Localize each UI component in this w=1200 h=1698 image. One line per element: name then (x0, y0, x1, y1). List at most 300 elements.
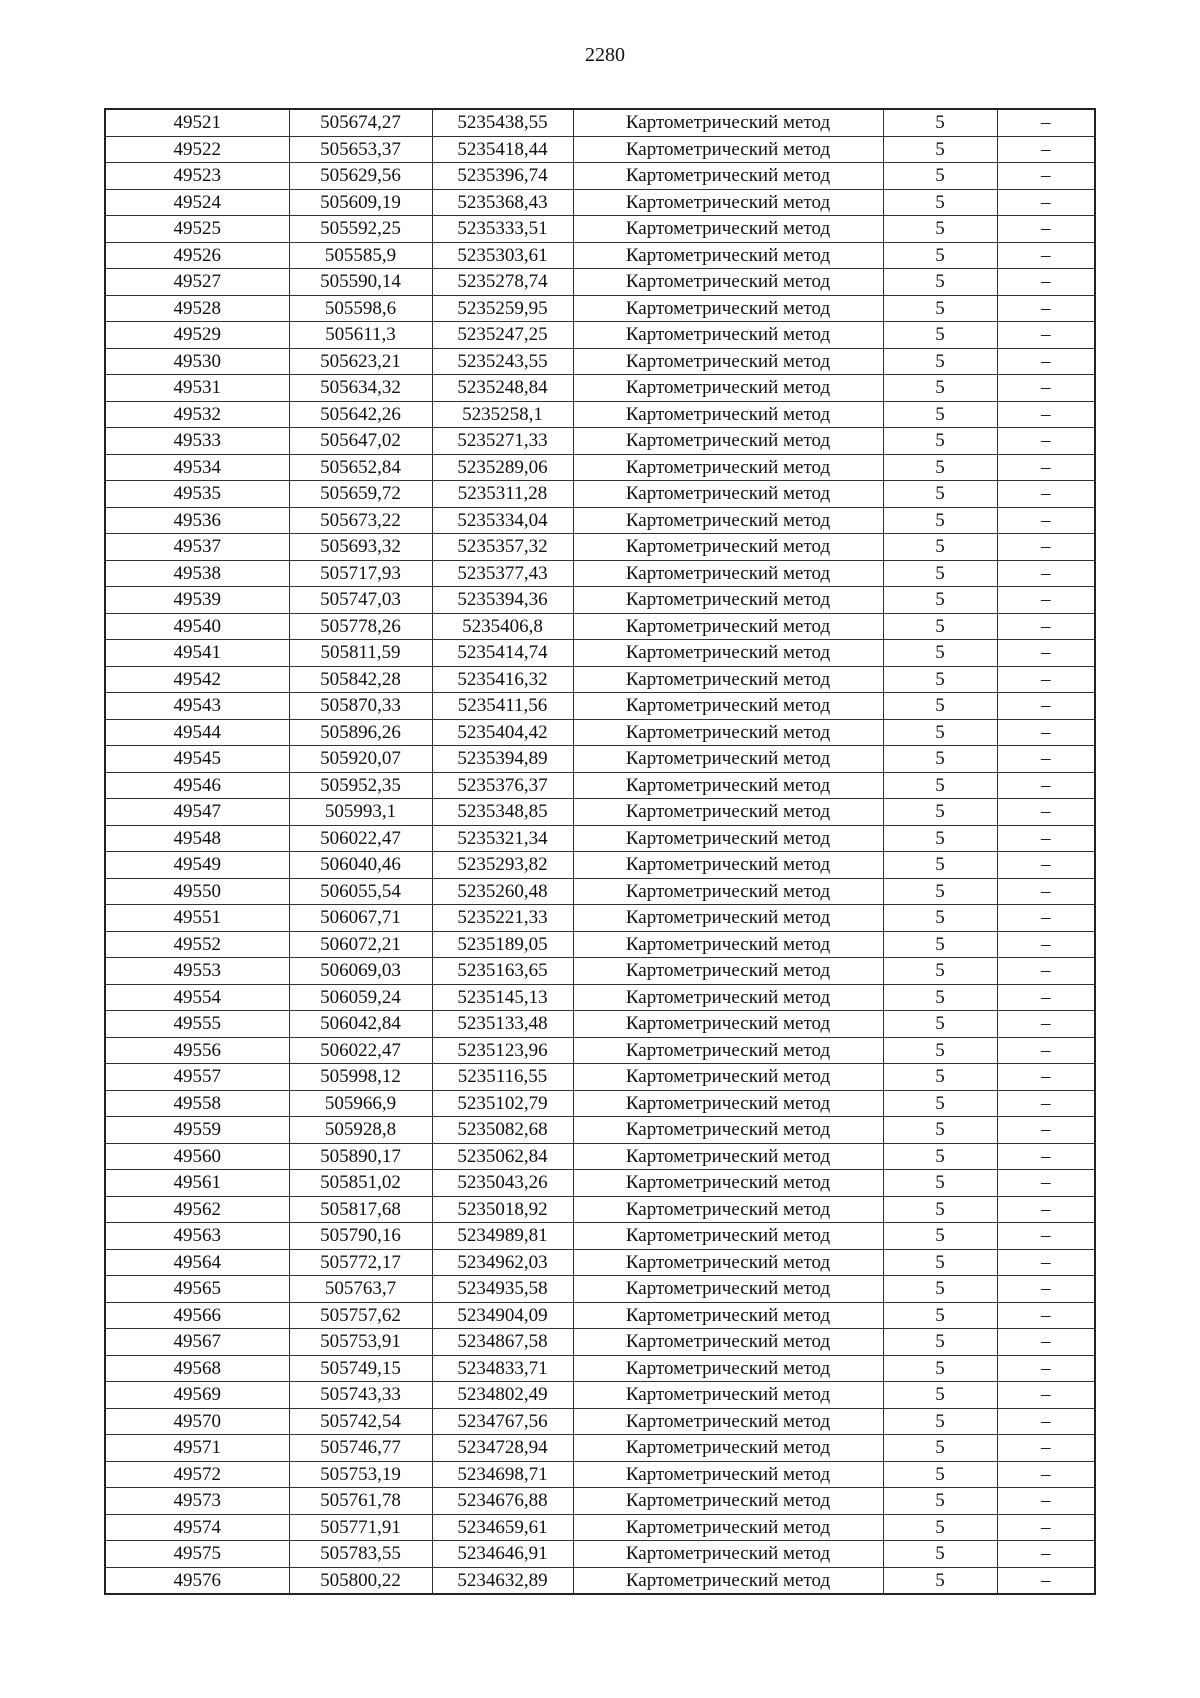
table-row (105, 163, 1095, 190)
accuracy-cell: 5 (883, 666, 997, 693)
point-number-cell: 49524 (105, 189, 289, 216)
y-coordinate-cell: 5235404,42 (432, 719, 573, 746)
point-number-cell: 49532 (105, 401, 289, 428)
method-cell: Картометрический метод (573, 905, 883, 932)
x-coordinate-cell: 506022,47 (289, 825, 432, 852)
x-coordinate-cell: 505790,16 (289, 1223, 432, 1250)
x-coordinate-cell: 505772,17 (289, 1249, 432, 1276)
note-cell: – (997, 1143, 1095, 1170)
point-number-cell: 49562 (105, 1196, 289, 1223)
x-coordinate-cell: 505652,84 (289, 454, 432, 481)
note-cell: – (997, 322, 1095, 349)
x-coordinate-cell: 505783,55 (289, 1541, 432, 1568)
x-coordinate-cell: 505896,26 (289, 719, 432, 746)
x-coordinate-cell: 506069,03 (289, 958, 432, 985)
accuracy-cell: 5 (883, 719, 997, 746)
x-coordinate-cell: 505717,93 (289, 560, 432, 587)
point-number-cell: 49531 (105, 375, 289, 402)
accuracy-cell: 5 (883, 1329, 997, 1356)
note-cell: – (997, 189, 1095, 216)
point-number-cell: 49570 (105, 1408, 289, 1435)
y-coordinate-cell: 5234962,03 (432, 1249, 573, 1276)
note-cell: – (997, 534, 1095, 561)
point-number-cell: 49546 (105, 772, 289, 799)
method-cell: Картометрический метод (573, 507, 883, 534)
y-coordinate-cell: 5235416,32 (432, 666, 573, 693)
point-number-cell: 49574 (105, 1514, 289, 1541)
table-row (105, 295, 1095, 322)
note-cell: – (997, 1223, 1095, 1250)
table-row (105, 1196, 1095, 1223)
table-row (105, 852, 1095, 879)
y-coordinate-cell: 5235418,44 (432, 136, 573, 163)
accuracy-cell: 5 (883, 322, 997, 349)
point-number-cell: 49558 (105, 1090, 289, 1117)
point-number-cell: 49542 (105, 666, 289, 693)
point-number-cell: 49571 (105, 1435, 289, 1462)
y-coordinate-cell: 5235163,65 (432, 958, 573, 985)
note-cell: – (997, 825, 1095, 852)
y-coordinate-cell: 5235377,43 (432, 560, 573, 587)
y-coordinate-cell: 5235145,13 (432, 984, 573, 1011)
accuracy-cell: 5 (883, 375, 997, 402)
y-coordinate-cell: 5235394,89 (432, 746, 573, 773)
table-row (105, 534, 1095, 561)
table-row (105, 1488, 1095, 1515)
method-cell: Картометрический метод (573, 1196, 883, 1223)
note-cell: – (997, 269, 1095, 296)
x-coordinate-cell: 506022,47 (289, 1037, 432, 1064)
y-coordinate-cell: 5235357,32 (432, 534, 573, 561)
y-coordinate-cell: 5235248,84 (432, 375, 573, 402)
method-cell: Картометрический метод (573, 613, 883, 640)
accuracy-cell: 5 (883, 958, 997, 985)
x-coordinate-cell: 505993,1 (289, 799, 432, 826)
method-cell: Картометрический метод (573, 1064, 883, 1091)
y-coordinate-cell: 5234698,71 (432, 1461, 573, 1488)
note-cell: – (997, 1090, 1095, 1117)
accuracy-cell: 5 (883, 163, 997, 190)
y-coordinate-cell: 5235333,51 (432, 216, 573, 243)
method-cell: Картометрический метод (573, 719, 883, 746)
method-cell: Картометрический метод (573, 1329, 883, 1356)
coordinates-table (104, 108, 1096, 1595)
x-coordinate-cell: 505778,26 (289, 613, 432, 640)
table-row (105, 375, 1095, 402)
method-cell: Картометрический метод (573, 1090, 883, 1117)
note-cell: – (997, 136, 1095, 163)
method-cell: Картометрический метод (573, 666, 883, 693)
table-row (105, 772, 1095, 799)
method-cell: Картометрический метод (573, 1037, 883, 1064)
y-coordinate-cell: 5235278,74 (432, 269, 573, 296)
x-coordinate-cell: 505763,7 (289, 1276, 432, 1303)
note-cell: – (997, 163, 1095, 190)
method-cell: Картометрический метод (573, 481, 883, 508)
point-number-cell: 49530 (105, 348, 289, 375)
x-coordinate-cell: 505966,9 (289, 1090, 432, 1117)
point-number-cell: 49563 (105, 1223, 289, 1250)
note-cell: – (997, 1170, 1095, 1197)
note-cell: – (997, 1037, 1095, 1064)
method-cell: Картометрический метод (573, 1143, 883, 1170)
accuracy-cell: 5 (883, 269, 997, 296)
accuracy-cell: 5 (883, 1302, 997, 1329)
y-coordinate-cell: 5235368,43 (432, 189, 573, 216)
method-cell: Картометрический метод (573, 216, 883, 243)
table-row (105, 1329, 1095, 1356)
table-row (105, 348, 1095, 375)
table-row (105, 1117, 1095, 1144)
table-row (105, 1435, 1095, 1462)
x-coordinate-cell: 505998,12 (289, 1064, 432, 1091)
table-row (105, 1382, 1095, 1409)
method-cell: Картометрический метод (573, 1249, 883, 1276)
point-number-cell: 49529 (105, 322, 289, 349)
point-number-cell: 49538 (105, 560, 289, 587)
method-cell: Картометрический метод (573, 560, 883, 587)
method-cell: Картометрический метод (573, 746, 883, 773)
note-cell: – (997, 481, 1095, 508)
accuracy-cell: 5 (883, 507, 997, 534)
y-coordinate-cell: 5235293,82 (432, 852, 573, 879)
x-coordinate-cell: 505659,72 (289, 481, 432, 508)
y-coordinate-cell: 5235082,68 (432, 1117, 573, 1144)
table-row (105, 269, 1095, 296)
x-coordinate-cell: 505753,19 (289, 1461, 432, 1488)
table-row (105, 693, 1095, 720)
note-cell: – (997, 375, 1095, 402)
x-coordinate-cell: 505870,33 (289, 693, 432, 720)
y-coordinate-cell: 5235189,05 (432, 931, 573, 958)
point-number-cell: 49549 (105, 852, 289, 879)
method-cell: Картометрический метод (573, 1355, 883, 1382)
point-number-cell: 49523 (105, 163, 289, 190)
note-cell: – (997, 1541, 1095, 1568)
note-cell: – (997, 560, 1095, 587)
y-coordinate-cell: 5234904,09 (432, 1302, 573, 1329)
point-number-cell: 49564 (105, 1249, 289, 1276)
x-coordinate-cell: 505920,07 (289, 746, 432, 773)
x-coordinate-cell: 505928,8 (289, 1117, 432, 1144)
x-coordinate-cell: 505811,59 (289, 640, 432, 667)
accuracy-cell: 5 (883, 1037, 997, 1064)
point-number-cell: 49568 (105, 1355, 289, 1382)
x-coordinate-cell: 505611,3 (289, 322, 432, 349)
accuracy-cell: 5 (883, 1249, 997, 1276)
point-number-cell: 49539 (105, 587, 289, 614)
table-row (105, 640, 1095, 667)
y-coordinate-cell: 5234676,88 (432, 1488, 573, 1515)
method-cell: Картометрический метод (573, 1223, 883, 1250)
accuracy-cell: 5 (883, 534, 997, 561)
table-row (105, 189, 1095, 216)
table-row (105, 1223, 1095, 1250)
table-row (105, 1514, 1095, 1541)
note-cell: – (997, 931, 1095, 958)
x-coordinate-cell: 505693,32 (289, 534, 432, 561)
table-row (105, 1567, 1095, 1594)
table-row (105, 1355, 1095, 1382)
coordinates-table-body (105, 109, 1095, 1594)
point-number-cell: 49559 (105, 1117, 289, 1144)
table-row (105, 719, 1095, 746)
table-row (105, 1037, 1095, 1064)
accuracy-cell: 5 (883, 1461, 997, 1488)
point-number-cell: 49575 (105, 1541, 289, 1568)
note-cell: – (997, 1461, 1095, 1488)
note-cell: – (997, 216, 1095, 243)
point-number-cell: 49541 (105, 640, 289, 667)
note-cell: – (997, 242, 1095, 269)
method-cell: Картометрический метод (573, 269, 883, 296)
accuracy-cell: 5 (883, 1064, 997, 1091)
point-number-cell: 49548 (105, 825, 289, 852)
point-number-cell: 49554 (105, 984, 289, 1011)
method-cell: Картометрический метод (573, 1117, 883, 1144)
note-cell: – (997, 613, 1095, 640)
y-coordinate-cell: 5235321,34 (432, 825, 573, 852)
x-coordinate-cell: 505743,33 (289, 1382, 432, 1409)
page-number: 2280 (585, 44, 625, 66)
point-number-cell: 49555 (105, 1011, 289, 1038)
table-row (105, 454, 1095, 481)
note-cell: – (997, 295, 1095, 322)
accuracy-cell: 5 (883, 295, 997, 322)
y-coordinate-cell: 5234867,58 (432, 1329, 573, 1356)
point-number-cell: 49552 (105, 931, 289, 958)
y-coordinate-cell: 5235018,92 (432, 1196, 573, 1223)
y-coordinate-cell: 5235043,26 (432, 1170, 573, 1197)
table-row (105, 905, 1095, 932)
table-row (105, 1408, 1095, 1435)
x-coordinate-cell: 506055,54 (289, 878, 432, 905)
x-coordinate-cell: 506040,46 (289, 852, 432, 879)
table-row (105, 587, 1095, 614)
point-number-cell: 49535 (105, 481, 289, 508)
method-cell: Картометрический метод (573, 189, 883, 216)
point-number-cell: 49569 (105, 1382, 289, 1409)
note-cell: – (997, 1302, 1095, 1329)
note-cell: – (997, 1382, 1095, 1409)
accuracy-cell: 5 (883, 1276, 997, 1303)
method-cell: Картометрический метод (573, 1276, 883, 1303)
table-row (105, 878, 1095, 905)
y-coordinate-cell: 5235376,37 (432, 772, 573, 799)
method-cell: Картометрический метод (573, 454, 883, 481)
y-coordinate-cell: 5235406,8 (432, 613, 573, 640)
method-cell: Картометрический метод (573, 984, 883, 1011)
x-coordinate-cell: 505629,56 (289, 163, 432, 190)
table-row (105, 136, 1095, 163)
point-number-cell: 49572 (105, 1461, 289, 1488)
note-cell: – (997, 428, 1095, 455)
table-row (105, 825, 1095, 852)
table-row (105, 1302, 1095, 1329)
x-coordinate-cell: 506072,21 (289, 931, 432, 958)
y-coordinate-cell: 5234728,94 (432, 1435, 573, 1462)
point-number-cell: 49540 (105, 613, 289, 640)
y-coordinate-cell: 5234935,58 (432, 1276, 573, 1303)
table-row (105, 1276, 1095, 1303)
method-cell: Картометрический метод (573, 242, 883, 269)
point-number-cell: 49526 (105, 242, 289, 269)
method-cell: Картометрический метод (573, 772, 883, 799)
point-number-cell: 49557 (105, 1064, 289, 1091)
x-coordinate-cell: 505771,91 (289, 1514, 432, 1541)
x-coordinate-cell: 505585,9 (289, 242, 432, 269)
note-cell: – (997, 1117, 1095, 1144)
accuracy-cell: 5 (883, 1117, 997, 1144)
y-coordinate-cell: 5235411,56 (432, 693, 573, 720)
x-coordinate-cell: 505753,91 (289, 1329, 432, 1356)
y-coordinate-cell: 5235221,33 (432, 905, 573, 932)
point-number-cell: 49573 (105, 1488, 289, 1515)
x-coordinate-cell: 505817,68 (289, 1196, 432, 1223)
note-cell: – (997, 799, 1095, 826)
note-cell: – (997, 746, 1095, 773)
accuracy-cell: 5 (883, 560, 997, 587)
note-cell: – (997, 905, 1095, 932)
note-cell: – (997, 1567, 1095, 1594)
method-cell: Картометрический метод (573, 1461, 883, 1488)
accuracy-cell: 5 (883, 1435, 997, 1462)
y-coordinate-cell: 5235102,79 (432, 1090, 573, 1117)
note-cell: – (997, 348, 1095, 375)
method-cell: Картометрический метод (573, 1170, 883, 1197)
table-row (105, 322, 1095, 349)
y-coordinate-cell: 5235334,04 (432, 507, 573, 534)
table-row (105, 216, 1095, 243)
method-cell: Картометрический метод (573, 825, 883, 852)
accuracy-cell: 5 (883, 1090, 997, 1117)
x-coordinate-cell: 505642,26 (289, 401, 432, 428)
point-number-cell: 49527 (105, 269, 289, 296)
table-row (105, 1461, 1095, 1488)
method-cell: Картометрический метод (573, 693, 883, 720)
method-cell: Картометрический метод (573, 428, 883, 455)
table-row (105, 1143, 1095, 1170)
note-cell: – (997, 507, 1095, 534)
x-coordinate-cell: 505634,32 (289, 375, 432, 402)
x-coordinate-cell: 505890,17 (289, 1143, 432, 1170)
accuracy-cell: 5 (883, 1567, 997, 1594)
accuracy-cell: 5 (883, 481, 997, 508)
x-coordinate-cell: 505749,15 (289, 1355, 432, 1382)
method-cell: Картометрический метод (573, 587, 883, 614)
accuracy-cell: 5 (883, 1223, 997, 1250)
table-row (105, 666, 1095, 693)
accuracy-cell: 5 (883, 1408, 997, 1435)
y-coordinate-cell: 5235133,48 (432, 1011, 573, 1038)
y-coordinate-cell: 5234646,91 (432, 1541, 573, 1568)
table-row (105, 1011, 1095, 1038)
y-coordinate-cell: 5234802,49 (432, 1382, 573, 1409)
note-cell: – (997, 1514, 1095, 1541)
accuracy-cell: 5 (883, 931, 997, 958)
method-cell: Картометрический метод (573, 375, 883, 402)
note-cell: – (997, 1329, 1095, 1356)
method-cell: Картометрический метод (573, 1541, 883, 1568)
accuracy-cell: 5 (883, 1541, 997, 1568)
x-coordinate-cell: 505647,02 (289, 428, 432, 455)
x-coordinate-cell: 505800,22 (289, 1567, 432, 1594)
accuracy-cell: 5 (883, 693, 997, 720)
y-coordinate-cell: 5235243,55 (432, 348, 573, 375)
point-number-cell: 49534 (105, 454, 289, 481)
accuracy-cell: 5 (883, 825, 997, 852)
method-cell: Картометрический метод (573, 640, 883, 667)
point-number-cell: 49567 (105, 1329, 289, 1356)
x-coordinate-cell: 505609,19 (289, 189, 432, 216)
y-coordinate-cell: 5234989,81 (432, 1223, 573, 1250)
accuracy-cell: 5 (883, 242, 997, 269)
note-cell: – (997, 1355, 1095, 1382)
note-cell: – (997, 1408, 1095, 1435)
x-coordinate-cell: 506042,84 (289, 1011, 432, 1038)
table-row (105, 1541, 1095, 1568)
point-number-cell: 49544 (105, 719, 289, 746)
method-cell: Картометрический метод (573, 958, 883, 985)
note-cell: – (997, 693, 1095, 720)
accuracy-cell: 5 (883, 348, 997, 375)
note-cell: – (997, 984, 1095, 1011)
y-coordinate-cell: 5235062,84 (432, 1143, 573, 1170)
point-number-cell: 49566 (105, 1302, 289, 1329)
point-number-cell: 49521 (105, 109, 289, 136)
x-coordinate-cell: 505673,22 (289, 507, 432, 534)
y-coordinate-cell: 5235260,48 (432, 878, 573, 905)
method-cell: Картометрический метод (573, 109, 883, 136)
x-coordinate-cell: 506067,71 (289, 905, 432, 932)
accuracy-cell: 5 (883, 613, 997, 640)
note-cell: – (997, 852, 1095, 879)
y-coordinate-cell: 5235348,85 (432, 799, 573, 826)
point-number-cell: 49537 (105, 534, 289, 561)
point-number-cell: 49553 (105, 958, 289, 985)
table-row (105, 613, 1095, 640)
table-row (105, 799, 1095, 826)
point-number-cell: 49576 (105, 1567, 289, 1594)
note-cell: – (997, 1488, 1095, 1515)
method-cell: Картометрический метод (573, 1488, 883, 1515)
table-row (105, 481, 1095, 508)
accuracy-cell: 5 (883, 1170, 997, 1197)
note-cell: – (997, 958, 1095, 985)
accuracy-cell: 5 (883, 136, 997, 163)
y-coordinate-cell: 5234767,56 (432, 1408, 573, 1435)
accuracy-cell: 5 (883, 852, 997, 879)
x-coordinate-cell: 505653,37 (289, 136, 432, 163)
method-cell: Картометрический метод (573, 348, 883, 375)
table-row (105, 746, 1095, 773)
y-coordinate-cell: 5234659,61 (432, 1514, 573, 1541)
x-coordinate-cell: 505747,03 (289, 587, 432, 614)
method-cell: Картометрический метод (573, 1382, 883, 1409)
point-number-cell: 49545 (105, 746, 289, 773)
point-number-cell: 49560 (105, 1143, 289, 1170)
accuracy-cell: 5 (883, 109, 997, 136)
table-row (105, 401, 1095, 428)
note-cell: – (997, 719, 1095, 746)
accuracy-cell: 5 (883, 878, 997, 905)
accuracy-cell: 5 (883, 1355, 997, 1382)
y-coordinate-cell: 5235271,33 (432, 428, 573, 455)
accuracy-cell: 5 (883, 746, 997, 773)
note-cell: – (997, 878, 1095, 905)
table-row (105, 1090, 1095, 1117)
point-number-cell: 49565 (105, 1276, 289, 1303)
